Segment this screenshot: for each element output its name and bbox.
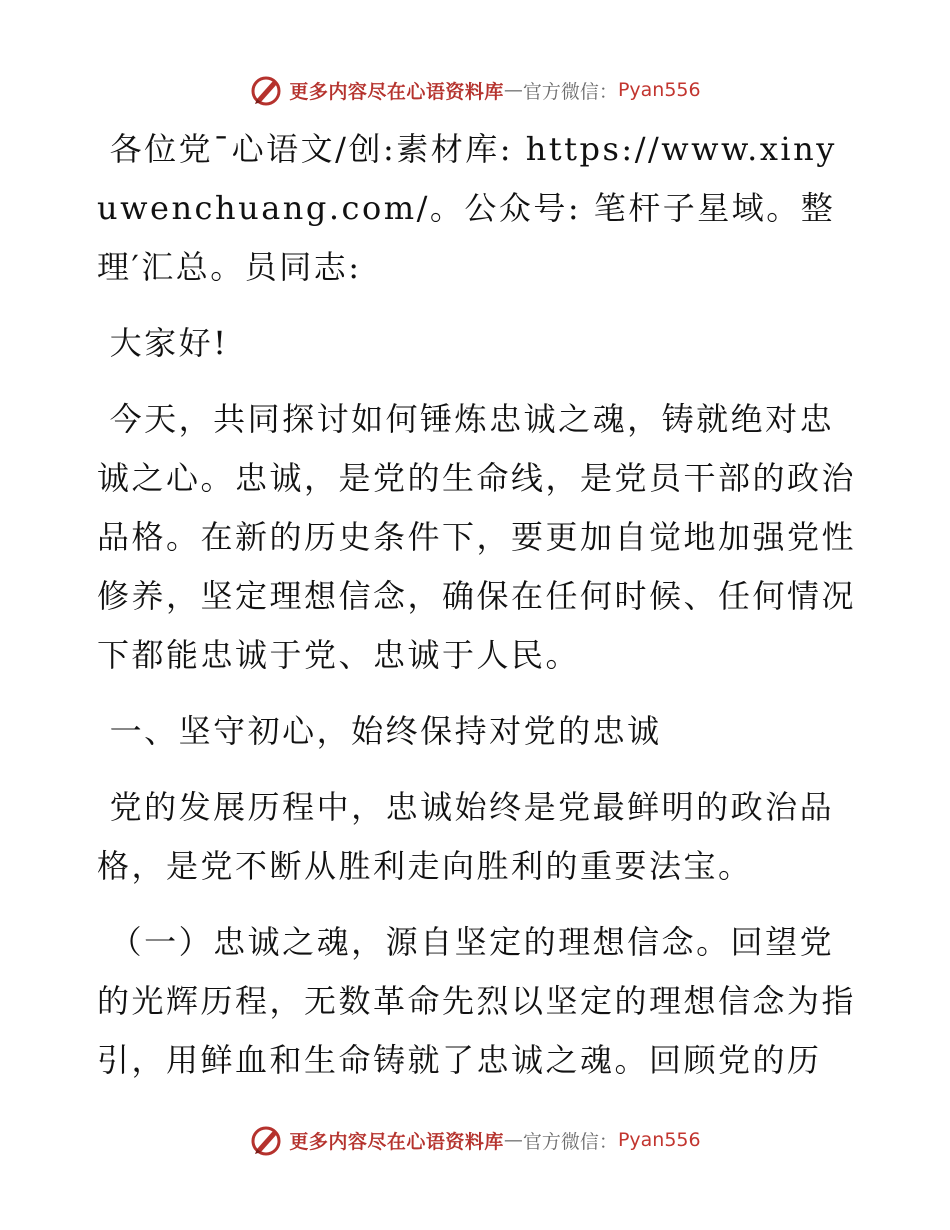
banner-wechat-id: Pyan556 [617, 79, 701, 101]
paragraph-section-1: 党的发展历程中，忠诚始终是党最鲜明的政治品格，是党不断从胜利走向胜利的重要法宝。 [97, 788, 835, 885]
banner-dash: — [503, 79, 523, 101]
header-banner [0, 70, 950, 110]
footer-banner [0, 1120, 950, 1160]
paragraph-opening: 今天，共同探讨如何锤炼忠诚之魂，铸就绝对忠诚之心。忠诚，是党的生命线，是党员干部的政治品格。在新的历史条件下，要更加自觉地加强党性修养，坚定理想信念，确保在任何时候、任何情况下都能忠诚于党、忠诚于人民。 [97, 400, 857, 674]
banner-title: 更多内容尽在心语资料库 [289, 1130, 504, 1153]
pen-circle-logo-icon [249, 73, 283, 107]
paragraph-greeting: 大家好! [97, 324, 229, 362]
document-body [97, 120, 857, 1107]
banner-dash: — [503, 1129, 523, 1151]
paragraph-intro: 各位党¯心语文/创:素材库: https://www.xinyuwenchuang.com/。公众号: 笔杆子星域。整理′汇总。员同志: [97, 130, 837, 286]
banner-title: 更多内容尽在心语资料库 [289, 80, 504, 103]
pen-circle-logo-icon [249, 1123, 283, 1157]
banner-wechat-id: Pyan556 [617, 1129, 701, 1151]
banner-official-label: 官方微信： [522, 1130, 618, 1153]
banner-official-label: 官方微信： [522, 80, 618, 103]
section-heading-1: 一、坚守初心，始终保持对党的忠诚 [97, 712, 662, 750]
paragraph-subsection-1: （一）忠诚之魂，源自坚定的理想信念。回望党的光辉历程，无数革命先烈以坚定的理想信念为指引，用鲜血和生命铸就了忠诚之魂。回顾党的历 [97, 923, 857, 1079]
